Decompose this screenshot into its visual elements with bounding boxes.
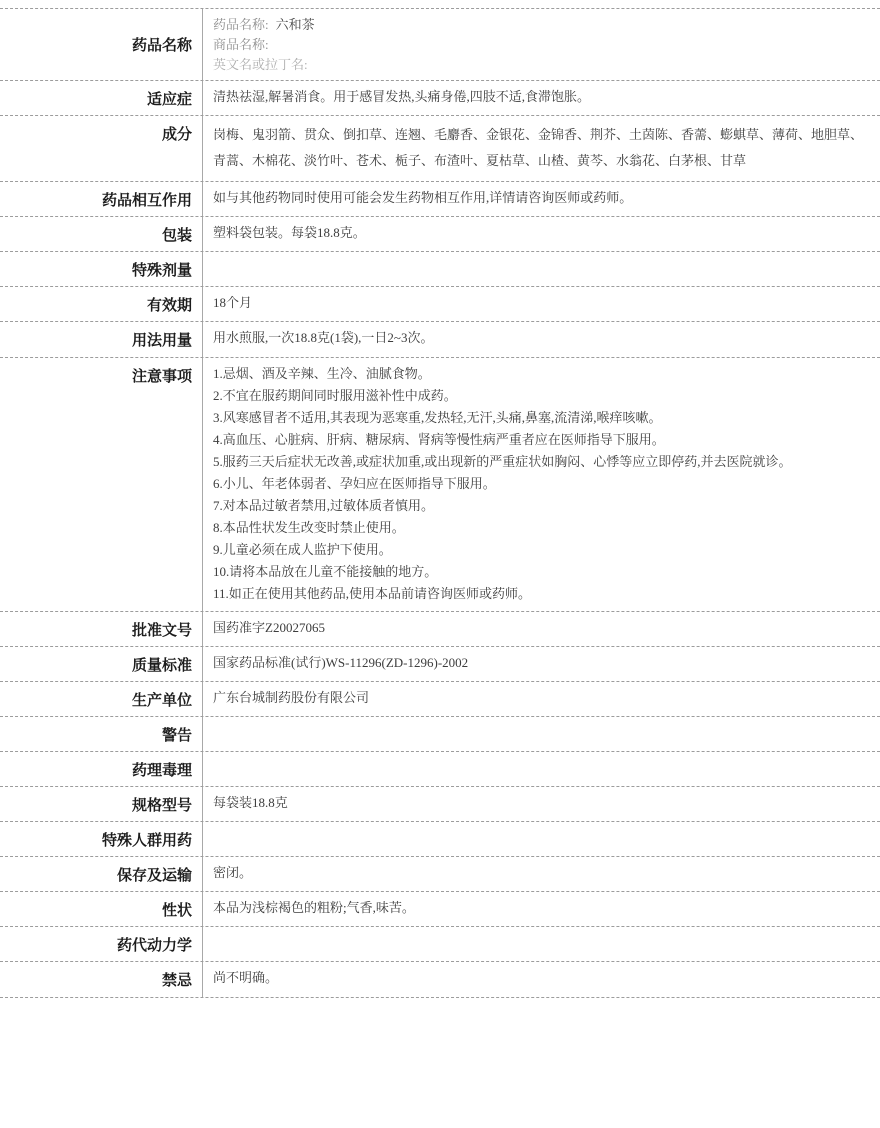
row-label: 生产单位 xyxy=(0,682,203,716)
content-line xyxy=(213,223,866,242)
row-label: 警告 xyxy=(0,717,203,751)
text-segment: 4.高血压、心脏病、肝病、糖尿病、肾病等慢性病严重者应在医师指导下服用。 xyxy=(213,432,665,447)
row-content xyxy=(203,857,880,891)
text-segment: 英文名或拉丁名: xyxy=(213,57,308,72)
row-label: 用法用量 xyxy=(0,322,203,357)
row-content xyxy=(203,647,880,681)
table-row xyxy=(0,787,880,822)
content-line xyxy=(213,15,866,35)
row-content xyxy=(203,892,880,926)
text-segment: 商品名称: xyxy=(213,37,269,52)
text-segment: 3.风寒感冒者不适用,其表现为恶寒重,发热轻,无汗,头痛,鼻塞,流清涕,喉痒咳嗽。 xyxy=(213,410,662,425)
row-label: 药品相互作用 xyxy=(0,182,203,216)
drug-info-table xyxy=(0,8,880,998)
content-line xyxy=(213,188,866,207)
table-row xyxy=(0,9,880,81)
content-line xyxy=(213,540,866,559)
table-row xyxy=(0,892,880,927)
table-row xyxy=(0,116,880,182)
text-segment: 尚不明确。 xyxy=(213,970,279,985)
text-segment: 2.不宜在服药期间同时服用滋补性中成药。 xyxy=(213,388,457,403)
table-row xyxy=(0,717,880,752)
content-line xyxy=(213,584,866,603)
row-label: 性状 xyxy=(0,892,203,926)
table-row xyxy=(0,612,880,647)
text-segment: 18个月 xyxy=(213,295,253,310)
text-segment: 六和茶 xyxy=(275,17,315,32)
table-row xyxy=(0,682,880,717)
content-line xyxy=(213,863,866,882)
text-segment: 广东台城制药股份有限公司 xyxy=(213,690,370,705)
table-row xyxy=(0,647,880,682)
row-content xyxy=(203,682,880,716)
content-line xyxy=(213,496,866,515)
text-segment: 岗梅、鬼羽箭、贯众、倒扣草、连翘、毛麝香、金银花、金锦香、荆芥、土茵陈、香薷、蟛蜞草、薄荷、地胆草、青蒿、木棉花、淡竹叶、苍术、栀子、布渣叶、夏枯草、山楂、黄芩、水翁花、白茅根、甘草 xyxy=(213,127,864,168)
content-line xyxy=(213,688,866,707)
row-label: 药代动力学 xyxy=(0,927,203,961)
content-line xyxy=(213,793,866,812)
text-segment: 8.本品性状发生改变时禁止使用。 xyxy=(213,520,405,535)
table-row xyxy=(0,927,880,962)
content-line xyxy=(213,518,866,537)
text-segment: 塑料袋包装。每袋18.8克。 xyxy=(213,225,366,240)
row-content xyxy=(203,358,880,611)
row-label: 注意事项 xyxy=(0,358,203,611)
row-content xyxy=(203,182,880,216)
content-line xyxy=(213,386,866,405)
text-segment: 11.如正在使用其他药品,使用本品前请咨询医师或药师。 xyxy=(213,586,532,601)
content-line xyxy=(213,653,866,672)
content-line xyxy=(213,87,866,106)
row-content xyxy=(203,612,880,646)
table-row xyxy=(0,752,880,787)
content-line xyxy=(213,364,866,383)
row-content xyxy=(203,116,880,181)
table-row xyxy=(0,81,880,116)
row-label: 特殊剂量 xyxy=(0,252,203,286)
content-line xyxy=(213,35,866,55)
text-segment: 5.服药三天后症状无改善,或症状加重,或出现新的严重症状如胸闷、心悸等应立即停药,并去医院就诊。 xyxy=(213,454,792,469)
row-content xyxy=(203,322,880,357)
text-segment: 每袋装18.8克 xyxy=(213,795,288,810)
content-line xyxy=(213,474,866,493)
text-segment: 密闭。 xyxy=(213,865,253,880)
text-segment: 7.对本品过敏者禁用,过敏体质者慎用。 xyxy=(213,498,435,513)
table-row xyxy=(0,857,880,892)
text-segment: 国家药品标准(试行)WS-11296(ZD-1296)-2002 xyxy=(213,655,469,670)
row-content xyxy=(203,962,880,997)
row-content xyxy=(203,927,880,961)
row-content xyxy=(203,822,880,856)
row-content xyxy=(203,287,880,321)
content-line xyxy=(213,618,866,637)
table-row xyxy=(0,182,880,217)
row-label: 药理毒理 xyxy=(0,752,203,786)
content-line xyxy=(213,122,866,174)
row-label: 质量标准 xyxy=(0,647,203,681)
table-row xyxy=(0,252,880,287)
content-line xyxy=(213,408,866,427)
row-label: 批准文号 xyxy=(0,612,203,646)
row-content xyxy=(203,752,880,786)
row-content xyxy=(203,81,880,115)
text-segment: 本品为浅棕褐色的粗粉;气香,味苦。 xyxy=(213,900,415,915)
text-segment: 清热祛湿,解暑消食。用于感冒发热,头痛身倦,四肢不适,食滞饱胀。 xyxy=(213,89,591,104)
row-content xyxy=(203,9,880,80)
text-segment: 药品名称: xyxy=(213,17,269,32)
table-row xyxy=(0,962,880,998)
content-line xyxy=(213,55,866,75)
text-segment: 如与其他药物同时使用可能会发生药物相互作用,详情请咨询医师或药师。 xyxy=(213,190,633,205)
table-row xyxy=(0,822,880,857)
table-row xyxy=(0,358,880,612)
row-content xyxy=(203,217,880,251)
row-label: 特殊人群用药 xyxy=(0,822,203,856)
row-label: 成分 xyxy=(0,116,203,181)
content-line xyxy=(213,293,866,312)
row-label: 规格型号 xyxy=(0,787,203,821)
row-content xyxy=(203,787,880,821)
text-segment: 6.小儿、年老体弱者、孕妇应在医师指导下服用。 xyxy=(213,476,496,491)
row-label: 适应症 xyxy=(0,81,203,115)
content-line xyxy=(213,452,866,471)
row-label: 禁忌 xyxy=(0,962,203,997)
row-label: 有效期 xyxy=(0,287,203,321)
content-line xyxy=(213,898,866,917)
table-row xyxy=(0,217,880,252)
content-line xyxy=(213,968,866,987)
text-segment: 9.儿童必须在成人监护下使用。 xyxy=(213,542,392,557)
table-row xyxy=(0,322,880,358)
text-segment: 国药准字Z20027065 xyxy=(213,620,325,635)
text-segment: 10.请将本品放在儿童不能接触的地方。 xyxy=(213,564,438,579)
row-content xyxy=(203,252,880,286)
row-label: 包装 xyxy=(0,217,203,251)
content-line xyxy=(213,562,866,581)
row-content xyxy=(203,717,880,751)
row-label: 药品名称 xyxy=(0,9,203,80)
table-row xyxy=(0,287,880,322)
text-segment: 1.忌烟、酒及辛辣、生冷、油腻食物。 xyxy=(213,366,431,381)
content-line xyxy=(213,430,866,449)
row-label: 保存及运输 xyxy=(0,857,203,891)
text-segment: 用水煎服,一次18.8克(1袋),一日2~3次。 xyxy=(213,330,434,345)
content-line xyxy=(213,328,866,347)
